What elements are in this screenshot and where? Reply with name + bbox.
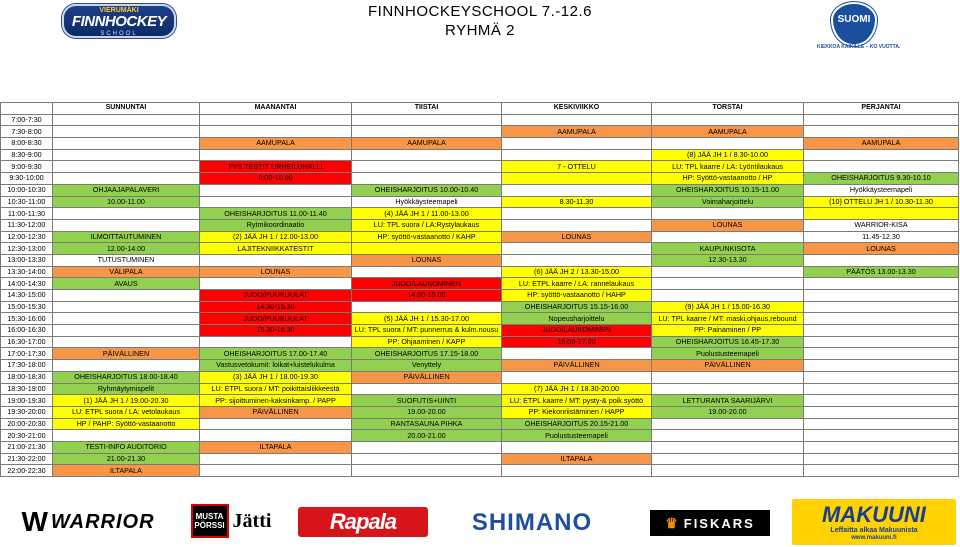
schedule-cell-empty <box>502 173 652 185</box>
schedule-cell-empty <box>53 126 200 138</box>
schedule-cell: OHEISHARJOITUS 17.15-18.00 <box>352 348 502 360</box>
schedule-cell: OHJAAJAPALAVERI <box>53 184 200 196</box>
schedule-cell: Vastusvetokumit: loikat+luistelukulma <box>200 360 352 372</box>
schedule-cell: OHEISHARJOITUS 15.15-16.00 <box>502 301 652 313</box>
schedule-cell-empty <box>502 114 652 126</box>
schedule-cell-empty <box>352 161 502 173</box>
schedule-cell: ILTAPALA <box>502 453 652 465</box>
schedule-cell-empty <box>804 313 959 325</box>
schedule-cell: LU: ETPL kaarre / MT: pysty-& poik.syöttö <box>502 395 652 407</box>
schedule-cell-empty <box>502 243 652 255</box>
schedule-cell-empty <box>502 219 652 231</box>
schedule-cell-empty <box>652 290 804 302</box>
time-slot: 17:30-18:00 <box>1 360 53 372</box>
schedule-cell-empty <box>53 290 200 302</box>
time-slot: 9:00-9:30 <box>1 161 53 173</box>
schedule-cell: FYS.TESTIT URHEILUHALLI <box>200 161 352 173</box>
schedule-cell-empty <box>804 348 959 360</box>
schedule-row <box>1 465 959 477</box>
schedule-cell: Venyttely <box>352 360 502 372</box>
schedule-cell-empty <box>53 161 200 173</box>
makuuni-logo <box>792 499 956 545</box>
schedule-cell: Hyökkäysteemapeli <box>804 184 959 196</box>
schedule-cell: WARRIOR-KISA <box>804 219 959 231</box>
schedule-row <box>1 383 959 395</box>
schedule-cell-empty <box>804 126 959 138</box>
schedule-cell: ILTAPALA <box>200 441 352 453</box>
schedule-cell: (5) JÄÄ JH 1 / 15.30-17.00 <box>352 313 502 325</box>
day-header: PERJANTAI <box>804 103 959 115</box>
schedule-cell: OHEISHARJOITUS 16.45-17.30 <box>652 336 804 348</box>
schedule-cell: 8.30-11.30 <box>502 196 652 208</box>
schedule-cell-empty <box>53 138 200 150</box>
shimano-logo: SHIMANO <box>471 509 593 536</box>
schedule-cell: 10.00-11.00 <box>53 196 200 208</box>
schedule-cell: (4) JÄÄ JH 1 / 11.00-13.00 <box>352 208 502 220</box>
schedule-cell-empty <box>652 453 804 465</box>
schedule-cell-empty <box>352 173 502 185</box>
schedule-cell: JUDO/PUUKUULAT <box>200 290 352 302</box>
schedule-cell-empty <box>652 231 804 243</box>
musta-porssi-jatti-logo <box>186 503 276 539</box>
suomi-logo <box>817 2 901 56</box>
schedule-cell-empty <box>352 383 502 395</box>
sponsor-bar <box>0 498 960 547</box>
schedule-cell: LU: TPL kaarre / MT: maski,ohjaus,rebound <box>652 313 804 325</box>
schedule-cell-empty <box>53 301 200 313</box>
time-slot: 7:30-8:00 <box>1 126 53 138</box>
schedule-cell-empty <box>352 126 502 138</box>
schedule-cell: OHEISHARJOITUS 11.00-11.40 <box>200 208 352 220</box>
schedule-cell: LOUNAS <box>352 254 502 266</box>
schedule-cell-empty <box>352 441 502 453</box>
logo-line3: SCHOOL <box>100 31 138 37</box>
schedule-cell: (7) JÄÄ JH 1 / 18.30-20.00 <box>502 383 652 395</box>
schedule-cell: LU: ETPL kaarre / LA: rannelaukaus <box>502 278 652 290</box>
schedule-cell: AAMUPALA <box>652 126 804 138</box>
day-header: KESKIVIIKKO <box>502 103 652 115</box>
schedule-row <box>1 430 959 442</box>
schedule-cell: LOUNAS <box>804 243 959 255</box>
schedule-cell: HP: Syöttö-vastaanotto / HP <box>652 173 804 185</box>
schedule-cell: HP: syöttö-vastaanotto / HAHP <box>502 290 652 302</box>
schedule-cell: 8:00-10.00 <box>200 173 352 185</box>
schedule-cell: AAMUPALA <box>200 138 352 150</box>
schedule-row <box>1 348 959 360</box>
schedule-cell: OHEISHARJOITUS 18.00-18.40 <box>53 371 200 383</box>
day-header: TIISTAI <box>352 103 502 115</box>
schedule-cell-empty <box>352 465 502 477</box>
schedule-cell-empty <box>804 301 959 313</box>
schedule-cell-empty <box>502 208 652 220</box>
schedule-row <box>1 336 959 348</box>
schedule-cell: OHEISHARJOITUS 9.30-10.10 <box>804 173 959 185</box>
schedule-cell-empty <box>502 465 652 477</box>
schedule-cell: 21.00-21.30 <box>53 453 200 465</box>
schedule-row <box>1 219 959 231</box>
schedule-cell: SUOFUTIS+UINTI <box>352 395 502 407</box>
time-slot: 18:30-19:00 <box>1 383 53 395</box>
schedule-cell-empty <box>502 371 652 383</box>
schedule-cell: 20.00-21.00 <box>352 430 502 442</box>
schedule-cell: 19.00-20.00 <box>352 406 502 418</box>
schedule-cell-empty <box>804 406 959 418</box>
schedule-table <box>0 102 959 477</box>
schedule-cell-empty <box>53 360 200 372</box>
schedule-cell-empty <box>352 453 502 465</box>
schedule-row <box>1 196 959 208</box>
suomi-emblem-text: SUOMI <box>837 14 871 25</box>
schedule-row <box>1 313 959 325</box>
page-title: FINNHOCKEYSCHOOL 7.-12.6 <box>368 3 592 20</box>
time-slot: 8:30-9:00 <box>1 149 53 161</box>
schedule-cell: 14.00-15.00 <box>352 290 502 302</box>
warrior-icon: W <box>21 506 49 537</box>
schedule-cell-empty <box>53 208 200 220</box>
schedule-cell: 14.30-15.30 <box>200 301 352 313</box>
schedule-cell: ILTAPALA <box>53 465 200 477</box>
schedule-cell: PÄIVÄLLINEN <box>352 371 502 383</box>
fiskars-logo <box>650 510 770 536</box>
schedule-cell-empty <box>804 325 959 337</box>
schedule-cell-empty <box>804 161 959 173</box>
schedule-cell: PP: Painaminen / PP <box>652 325 804 337</box>
jatti-text: Jätti <box>232 509 272 532</box>
schedule-row <box>1 453 959 465</box>
schedule-cell-empty <box>652 465 804 477</box>
schedule-cell: LU: TPL suora / MT: punnerrus & kulm.nousu <box>352 325 502 337</box>
logo-line1: VIERUMÄKI <box>99 7 139 14</box>
schedule-cell: (1) JÄÄ JH 1 / 19.00-20.30 <box>53 395 200 407</box>
schedule-cell: Puolustusteemapeli <box>502 430 652 442</box>
schedule-cell: 15.30-16.30 <box>200 325 352 337</box>
schedule-cell-empty <box>352 266 502 278</box>
schedule-cell: LOUNAS <box>200 266 352 278</box>
schedule-cell-empty <box>804 360 959 372</box>
musta-porssi-box: MUSTA PÖRSSI <box>191 504 229 538</box>
schedule-cell-empty <box>53 313 200 325</box>
schedule-row <box>1 161 959 173</box>
schedule-cell-empty <box>53 114 200 126</box>
schedule-row <box>1 231 959 243</box>
time-slot: 13:30-14:00 <box>1 266 53 278</box>
fiskars-text: FISKARS <box>683 515 755 531</box>
schedule-row <box>1 254 959 266</box>
fiskars-crown-icon: ♛ <box>665 514 680 531</box>
schedule-cell-empty <box>804 383 959 395</box>
schedule-row <box>1 325 959 337</box>
schedule-cell: VÄLIPALA <box>53 266 200 278</box>
schedule-row <box>1 301 959 313</box>
schedule-cell-empty <box>804 371 959 383</box>
schedule-cell-empty <box>200 453 352 465</box>
schedule-cell-empty <box>652 441 804 453</box>
schedule-cell: LU: TPL kaarre / LA: Lyöntilaukaus <box>652 161 804 173</box>
schedule-cell: 11.45-12.30 <box>804 231 959 243</box>
time-slot: 14:00-14:30 <box>1 278 53 290</box>
schedule-cell-empty <box>804 254 959 266</box>
schedule-cell-empty <box>53 336 200 348</box>
schedule-cell: AAMUPALA <box>804 138 959 150</box>
schedule-cell: (3) JÄÄ JH 1 / 18.00-19.30 <box>200 371 352 383</box>
schedule-cell: HP / PAHP: Syöttö-vastaanotto <box>53 418 200 430</box>
schedule-row <box>1 395 959 407</box>
schedule-cell: AVAUS <box>53 278 200 290</box>
schedule-cell-empty <box>804 441 959 453</box>
schedule-cell-empty <box>53 430 200 442</box>
schedule-row <box>1 126 959 138</box>
schedule-cell: 16.00-17.00 <box>502 336 652 348</box>
day-header: SUNNUNTAI <box>53 103 200 115</box>
schedule-cell-empty <box>53 219 200 231</box>
schedule-cell-empty <box>804 208 959 220</box>
schedule-cell-empty <box>804 453 959 465</box>
schedule-cell: JUDO/LAUKOMINEN <box>502 325 652 337</box>
time-slot: 19:00-19:30 <box>1 395 53 407</box>
schedule-cell: JUDO/PUUKUULAT <box>200 313 352 325</box>
time-slot: 10:00-10:30 <box>1 184 53 196</box>
logo-line2: FINNHOCKEY <box>71 13 167 30</box>
schedule-cell-empty <box>652 383 804 395</box>
schedule-cell: PP: Ohjaaminen / KAPP <box>352 336 502 348</box>
time-slot: 16:30-17:00 <box>1 336 53 348</box>
schedule-cell-empty <box>804 278 959 290</box>
suomi-caption: KIEKKOA KAIKILLE – KO VUOTTA. <box>817 44 901 50</box>
time-slot: 22:00-22:30 <box>1 465 53 477</box>
time-slot: 20:00-20:30 <box>1 418 53 430</box>
makuuni-tagline: Leffaitta alkaa Makuunista <box>830 526 918 534</box>
schedule-cell-empty <box>804 430 959 442</box>
schedule-cell-empty <box>200 184 352 196</box>
schedule-cell-empty <box>200 254 352 266</box>
schedule-cell-empty <box>200 430 352 442</box>
schedule-cell-empty <box>804 465 959 477</box>
schedule-cell: PÄIVÄLLINEN <box>502 360 652 372</box>
schedule-cell: OHEISHARJOITUS 10.15-11.00 <box>652 184 804 196</box>
schedule-cell-empty <box>804 149 959 161</box>
schedule-cell: LAJITEKNIIKKATESTIT <box>200 243 352 255</box>
time-slot: 15:30-16:00 <box>1 313 53 325</box>
schedule-row <box>1 360 959 372</box>
schedule-cell: LU: ETPL suora / MT: poikittaisliikkeestä <box>200 383 352 395</box>
finnhockey-logo <box>62 4 176 38</box>
schedule-cell-empty <box>352 114 502 126</box>
schedule-cell-empty <box>200 196 352 208</box>
schedule-cell-empty <box>502 441 652 453</box>
schedule-cell: HP: syöttö-vastaanotto / KAHP <box>352 231 502 243</box>
time-slot: 16:00-16:30 <box>1 325 53 337</box>
schedule-row <box>1 138 959 150</box>
suomi-shield-icon <box>831 2 877 46</box>
schedule-cell: OHEISHARJOITUS 10.00-10.40 <box>352 184 502 196</box>
schedule-row <box>1 441 959 453</box>
time-slot: 7:00-7:30 <box>1 114 53 126</box>
schedule-cell: LETTURANTA SAARIJÄRVI <box>652 395 804 407</box>
schedule-cell-empty <box>652 138 804 150</box>
schedule-cell-empty <box>53 149 200 161</box>
makuuni-name: MAKUUNI <box>822 501 926 527</box>
schedule-row <box>1 184 959 196</box>
schedule-cell-empty <box>200 278 352 290</box>
schedule-cell: (2) JÄÄ JH 1 / 12.00-13.00 <box>200 231 352 243</box>
page-subtitle: RYHMÄ 2 <box>445 22 515 39</box>
schedule-cell-empty <box>352 301 502 313</box>
schedule-cell: TESTI-INFO AUDITORIO <box>53 441 200 453</box>
time-header <box>1 103 53 115</box>
schedule-cell-empty <box>652 266 804 278</box>
time-slot: 12:00-12:30 <box>1 231 53 243</box>
schedule-cell-empty <box>804 290 959 302</box>
schedule-cell: LU: TPL suora / LA:Rystylaukaus <box>352 219 502 231</box>
schedule-cell: (9) JÄÄ JH 1 / 15.00-16.30 <box>652 301 804 313</box>
schedule-cell-empty <box>200 126 352 138</box>
schedule-cell: OHEISHARJOITUS 17.00-17.40 <box>200 348 352 360</box>
schedule-row <box>1 371 959 383</box>
schedule-cell: PÄIVÄLLINEN <box>200 406 352 418</box>
schedule-cell-empty <box>652 371 804 383</box>
time-slot: 21:00-21:30 <box>1 441 53 453</box>
time-slot: 21:30-22:00 <box>1 453 53 465</box>
schedule-cell: Hyökkäysteemapeli <box>352 196 502 208</box>
schedule-cell-empty <box>200 465 352 477</box>
schedule-cell-empty <box>352 243 502 255</box>
rapala-logo: Rapala <box>298 507 428 537</box>
time-slot: 18:00-18:30 <box>1 371 53 383</box>
schedule-cell-empty <box>502 348 652 360</box>
schedule-cell: RANTASAUNA PIHKA <box>352 418 502 430</box>
schedule-cell: 12.30-13.30 <box>652 254 804 266</box>
schedule-cell-empty <box>502 138 652 150</box>
schedule-cell-empty <box>200 114 352 126</box>
time-slot: 13:00-13:30 <box>1 254 53 266</box>
schedule-row <box>1 208 959 220</box>
schedule-row <box>1 266 959 278</box>
time-slot: 15:00-15:30 <box>1 301 53 313</box>
schedule-cell: LU: ETPL suora / LA: vetolaukaus <box>53 406 200 418</box>
schedule-cell: Ryhmäytymispelit <box>53 383 200 395</box>
time-slot: 14:30-15:00 <box>1 290 53 302</box>
day-header: MAANANTAI <box>200 103 352 115</box>
time-slot: 12:30-13:00 <box>1 243 53 255</box>
schedule-row <box>1 114 959 126</box>
schedule-cell: 7 - OTTELU <box>502 161 652 173</box>
schedule-cell-empty <box>502 184 652 196</box>
time-slot: 11:30-12:00 <box>1 219 53 231</box>
schedule-cell: Voimaharjoittelu <box>652 196 804 208</box>
schedule-row <box>1 406 959 418</box>
schedule-row <box>1 418 959 430</box>
schedule-cell-empty <box>652 430 804 442</box>
schedule-cell-empty <box>804 395 959 407</box>
schedule-cell: TUTUSTUMINEN <box>53 254 200 266</box>
schedule-cell-empty <box>804 336 959 348</box>
schedule-cell-empty <box>53 325 200 337</box>
schedule-cell-empty <box>502 254 652 266</box>
warrior-logo <box>18 500 158 544</box>
schedule-cell: JUDO/LAUKOMINEN <box>352 278 502 290</box>
makuuni-url: www.makuuni.fi <box>851 534 897 541</box>
schedule-cell: Nopeusharjoittelu <box>502 313 652 325</box>
schedule-cell: (8) JÄÄ JH 1 / 8.30-10.00 <box>652 149 804 161</box>
schedule-cell-empty <box>200 149 352 161</box>
time-slot: 8:00-8:30 <box>1 138 53 150</box>
schedule-cell: Rytmikoordinaatio <box>200 219 352 231</box>
warrior-text: WARRIOR <box>50 510 155 533</box>
schedule-cell: ILMOITTAUTUMINEN <box>53 231 200 243</box>
schedule-cell-empty <box>53 173 200 185</box>
schedule-cell: (10) OTTELU JH 1 / 10.30-11.30 <box>804 196 959 208</box>
schedule-row <box>1 290 959 302</box>
schedule-cell-empty <box>200 336 352 348</box>
schedule-cell-empty <box>652 208 804 220</box>
schedule-cell-empty <box>652 278 804 290</box>
schedule-cell-empty <box>502 149 652 161</box>
time-slot: 10:30-11:00 <box>1 196 53 208</box>
time-slot: 11:00-11:30 <box>1 208 53 220</box>
schedule-cell: Puolustusteemapeli <box>652 348 804 360</box>
schedule-cell-empty <box>352 149 502 161</box>
schedule-cell: (6) JÄÄ JH 2 / 13.30-15.00 <box>502 266 652 278</box>
schedule-cell: OHEISHARJOITUS 20.15-21.00 <box>502 418 652 430</box>
schedule-cell: PÄIVÄLLINEN <box>53 348 200 360</box>
time-slot: 9:30-10:00 <box>1 173 53 185</box>
schedule-cell: LOUNAS <box>502 231 652 243</box>
time-slot: 19:30-20:00 <box>1 406 53 418</box>
time-slot: 20:30-21:00 <box>1 430 53 442</box>
schedule-cell: AAMUPALA <box>352 138 502 150</box>
day-header-row <box>1 103 959 115</box>
schedule-cell-empty <box>200 418 352 430</box>
schedule-cell-empty <box>652 114 804 126</box>
day-header: TORSTAI <box>652 103 804 115</box>
schedule-cell: 12.00-14.00 <box>53 243 200 255</box>
schedule-row <box>1 278 959 290</box>
schedule-cell: PP: Kiekonriistäminen / HAPP <box>502 406 652 418</box>
schedule-cell: 19.00-20.00 <box>652 406 804 418</box>
schedule-cell-empty <box>804 418 959 430</box>
schedule-cell: KAUPUNKISOTA <box>652 243 804 255</box>
schedule-row <box>1 149 959 161</box>
schedule-cell: AAMUPALA <box>502 126 652 138</box>
schedule-cell: PÄÄTÖS 13.00-13.30 <box>804 266 959 278</box>
time-slot: 17:00-17:30 <box>1 348 53 360</box>
schedule-cell-empty <box>652 418 804 430</box>
schedule-row <box>1 243 959 255</box>
schedule-cell-empty <box>804 114 959 126</box>
schedule-cell: LOUNAS <box>652 219 804 231</box>
schedule-cell: PÄIVÄLLINEN <box>652 360 804 372</box>
schedule-row <box>1 173 959 185</box>
schedule-cell: PP: sijoittuminen-kaksinkamp. / PAPP <box>200 395 352 407</box>
